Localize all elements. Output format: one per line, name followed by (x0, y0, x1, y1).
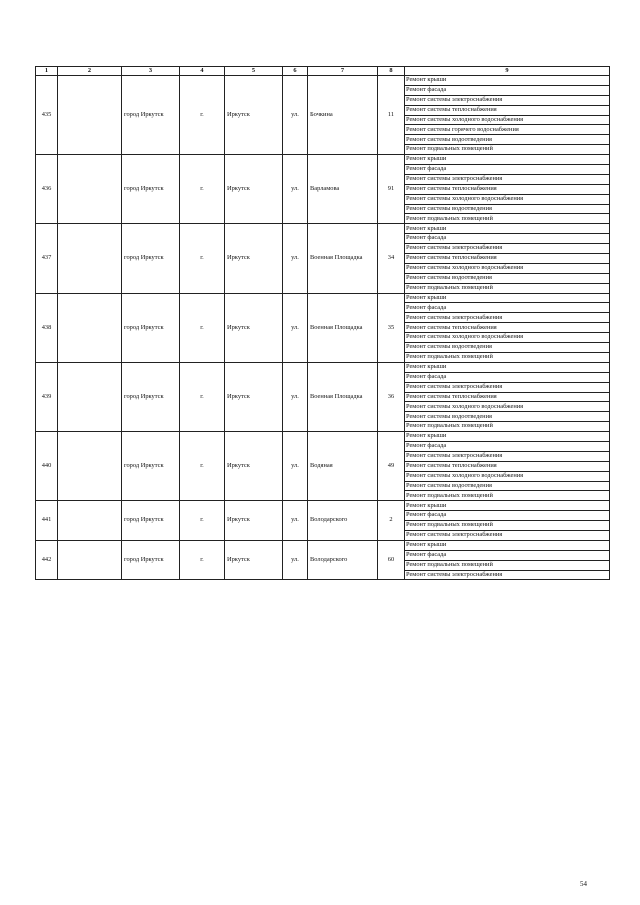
street-type-cell: ул. (283, 76, 308, 155)
header-col-1: 1 (36, 67, 58, 76)
work-item: Ремонт системы теплоснабжения (405, 184, 610, 194)
locality-type-cell: г. (180, 432, 225, 501)
col-2-cell (58, 293, 122, 362)
street-cell: Варламова (308, 155, 378, 224)
work-item: Ремонт системы водоотведения (405, 273, 610, 283)
work-item: Ремонт системы электроснабжения (405, 451, 610, 461)
work-item: Ремонт крыши (405, 155, 610, 165)
work-item: Ремонт системы водоотведения (405, 135, 610, 145)
work-item: Ремонт системы теплоснабжения (405, 392, 610, 402)
house-number-cell: 91 (378, 155, 405, 224)
locality-cell: Иркутск (225, 76, 283, 155)
street-type-cell: ул. (283, 155, 308, 224)
work-item: Ремонт системы электроснабжения (405, 313, 610, 323)
street-type-cell: ул. (283, 224, 308, 293)
header-col-3: 3 (122, 67, 180, 76)
header-col-5: 5 (225, 67, 283, 76)
street-type-cell: ул. (283, 362, 308, 431)
row-number: 442 (36, 540, 58, 580)
header-col-4: 4 (180, 67, 225, 76)
col-2-cell (58, 432, 122, 501)
locality-type-cell: г. (180, 224, 225, 293)
work-item: Ремонт фасада (405, 372, 610, 382)
work-item: Ремонт системы электроснабжения (405, 382, 610, 392)
municipality-cell: город Иркутск (122, 76, 180, 155)
repair-table (35, 66, 610, 580)
work-item: Ремонт фасада (405, 441, 610, 451)
locality-cell: Иркутск (225, 501, 283, 541)
work-item: Ремонт системы холодного водоснабжения (405, 333, 610, 343)
work-item: Ремонт подвальных помещений (405, 491, 610, 501)
house-number-cell: 60 (378, 540, 405, 580)
street-type-cell: ул. (283, 501, 308, 541)
row-number: 436 (36, 155, 58, 224)
work-item: Ремонт системы водоотведения (405, 343, 610, 353)
municipality-cell: город Иркутск (122, 540, 180, 580)
municipality-cell: город Иркутск (122, 432, 180, 501)
table-row (36, 76, 610, 86)
row-number: 440 (36, 432, 58, 501)
row-number: 437 (36, 224, 58, 293)
locality-cell: Иркутск (225, 155, 283, 224)
header-col-2: 2 (58, 67, 122, 76)
locality-cell: Иркутск (225, 432, 283, 501)
work-item: Ремонт крыши (405, 224, 610, 234)
header-col-9: 9 (405, 67, 610, 76)
house-number-cell: 34 (378, 224, 405, 293)
municipality-cell: город Иркутск (122, 362, 180, 431)
locality-cell: Иркутск (225, 362, 283, 431)
header-row (36, 67, 610, 76)
col-2-cell (58, 155, 122, 224)
header-col-6: 6 (283, 67, 308, 76)
work-item: Ремонт крыши (405, 76, 610, 86)
table-row (36, 293, 610, 303)
table-row (36, 362, 610, 372)
street-type-cell: ул. (283, 293, 308, 362)
house-number-cell: 49 (378, 432, 405, 501)
row-number: 438 (36, 293, 58, 362)
work-item: Ремонт фасада (405, 85, 610, 95)
locality-type-cell: г. (180, 362, 225, 431)
street-type-cell: ул. (283, 432, 308, 501)
work-item: Ремонт системы холодного водоснабжения (405, 194, 610, 204)
work-item: Ремонт системы холодного водоснабжения (405, 263, 610, 273)
table-body (36, 76, 610, 580)
page-number: 54 (580, 880, 587, 888)
table-row (36, 155, 610, 165)
street-cell: Военная Площадка (308, 224, 378, 293)
work-item: Ремонт крыши (405, 293, 610, 303)
locality-type-cell: г. (180, 293, 225, 362)
work-item: Ремонт системы холодного водоснабжения (405, 471, 610, 481)
municipality-cell: город Иркутск (122, 155, 180, 224)
work-item: Ремонт системы теплоснабжения (405, 254, 610, 264)
work-item: Ремонт подвальных помещений (405, 521, 610, 531)
locality-cell: Иркутск (225, 293, 283, 362)
work-item: Ремонт системы электроснабжения (405, 530, 610, 540)
locality-cell: Иркутск (225, 540, 283, 580)
table-row (36, 501, 610, 511)
work-item: Ремонт системы теплоснабжения (405, 105, 610, 115)
col-2-cell (58, 76, 122, 155)
row-number: 439 (36, 362, 58, 431)
col-2-cell (58, 501, 122, 541)
work-item: Ремонт фасада (405, 550, 610, 560)
locality-type-cell: г. (180, 76, 225, 155)
col-2-cell (58, 362, 122, 431)
work-item: Ремонт фасада (405, 234, 610, 244)
street-cell: Военная Площадка (308, 293, 378, 362)
col-2-cell (58, 224, 122, 293)
work-item: Ремонт фасада (405, 165, 610, 175)
work-item: Ремонт системы водоотведения (405, 481, 610, 491)
municipality-cell: город Иркутск (122, 501, 180, 541)
work-item: Ремонт системы водоотведения (405, 412, 610, 422)
street-cell: Бочкина (308, 76, 378, 155)
street-cell: Военная Площадка (308, 362, 378, 431)
locality-type-cell: г. (180, 501, 225, 541)
work-item: Ремонт системы электроснабжения (405, 570, 610, 580)
work-item: Ремонт системы электроснабжения (405, 95, 610, 105)
row-number: 435 (36, 76, 58, 155)
work-item: Ремонт системы электроснабжения (405, 174, 610, 184)
work-item: Ремонт подвальных помещений (405, 352, 610, 362)
street-cell: Володарского (308, 501, 378, 541)
work-item: Ремонт системы водоотведения (405, 204, 610, 214)
work-item: Ремонт системы теплоснабжения (405, 461, 610, 471)
header-col-8: 8 (378, 67, 405, 76)
house-number-cell: 11 (378, 76, 405, 155)
municipality-cell: город Иркутск (122, 224, 180, 293)
work-item: Ремонт крыши (405, 432, 610, 442)
work-item: Ремонт подвальных помещений (405, 560, 610, 570)
work-item: Ремонт фасада (405, 303, 610, 313)
locality-cell: Иркутск (225, 224, 283, 293)
house-number-cell: 2 (378, 501, 405, 541)
header-col-7: 7 (308, 67, 378, 76)
table-row (36, 224, 610, 234)
work-item: Ремонт фасада (405, 511, 610, 521)
work-item: Ремонт крыши (405, 362, 610, 372)
col-2-cell (58, 540, 122, 580)
work-item: Ремонт подвальных помещений (405, 283, 610, 293)
locality-type-cell: г. (180, 155, 225, 224)
work-item: Ремонт системы теплоснабжения (405, 323, 610, 333)
work-item: Ремонт системы холодного водоснабжения (405, 402, 610, 412)
work-item: Ремонт крыши (405, 501, 610, 511)
work-item: Ремонт системы холодного водоснабжения (405, 115, 610, 125)
work-item: Ремонт крыши (405, 540, 610, 550)
street-cell: Водяная (308, 432, 378, 501)
street-type-cell: ул. (283, 540, 308, 580)
municipality-cell: город Иркутск (122, 293, 180, 362)
work-item: Ремонт подвальных помещений (405, 145, 610, 155)
table-row (36, 540, 610, 550)
table-row (36, 432, 610, 442)
house-number-cell: 35 (378, 293, 405, 362)
work-item: Ремонт системы горячего водоснабжения (405, 125, 610, 135)
work-item: Ремонт подвальных помещений (405, 214, 610, 224)
work-item: Ремонт подвальных помещений (405, 422, 610, 432)
row-number: 441 (36, 501, 58, 541)
work-item: Ремонт системы электроснабжения (405, 244, 610, 254)
street-cell: Володарского (308, 540, 378, 580)
house-number-cell: 36 (378, 362, 405, 431)
locality-type-cell: г. (180, 540, 225, 580)
